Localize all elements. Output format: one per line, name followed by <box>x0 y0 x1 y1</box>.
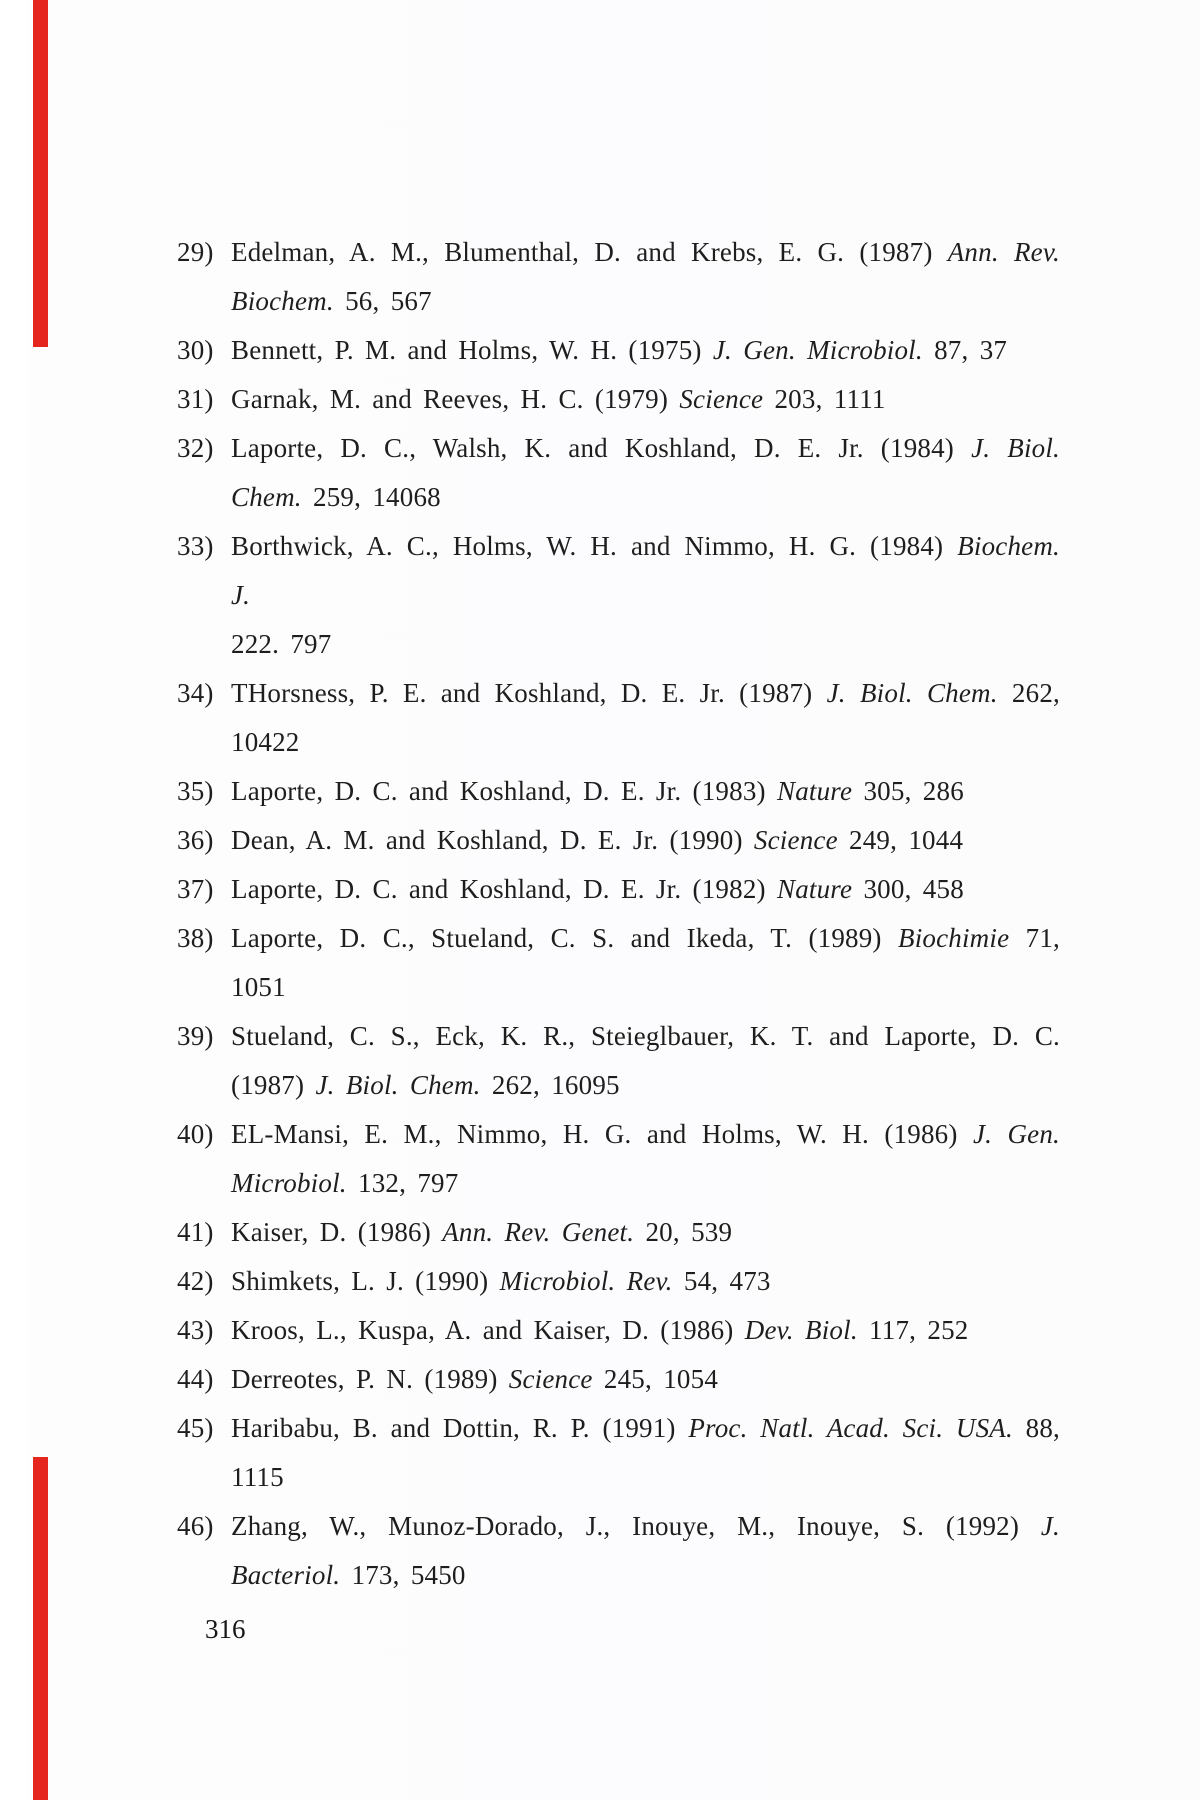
journal-name-italic: J. Biol. Chem. <box>826 678 998 708</box>
reference-number: 46) <box>177 1511 214 1541</box>
journal-name-italic: Microbiol. <box>231 1168 347 1198</box>
reference-line <box>231 375 1060 424</box>
journal-name-italic: Microbiol. Rev. <box>499 1266 673 1296</box>
reference-text: 10422 <box>231 727 300 757</box>
reference-number: 44) <box>177 1364 214 1394</box>
reference-number: 36) <box>177 825 214 855</box>
scan-artifact-red-strip-bottom <box>33 1457 48 1800</box>
reference-line <box>231 1355 1060 1404</box>
journal-name-italic: Science <box>508 1364 593 1394</box>
reference-number: 43) <box>177 1315 214 1345</box>
reference-text: 56, 567 <box>333 286 432 316</box>
reference-text: Derreotes, P. N. (1989) <box>231 1364 509 1394</box>
reference-line <box>231 669 1060 718</box>
reference-text: 259, 14068 <box>301 482 441 512</box>
reference-line <box>231 620 1060 669</box>
reference-number: 30) <box>177 335 214 365</box>
reference-line <box>231 1110 1060 1159</box>
reference-item <box>177 375 1060 424</box>
reference-text: 262, 16095 <box>480 1070 620 1100</box>
reference-text: (1987) <box>231 1070 316 1100</box>
journal-name-italic: Nature <box>777 776 853 806</box>
reference-text: Haribabu, B. and Dottin, R. P. (1991) <box>231 1413 689 1443</box>
reference-text: Laporte, D. C. and Koshland, D. E. Jr. (1983) <box>231 776 777 806</box>
reference-text: Laporte, D. C. and Koshland, D. E. Jr. (1982) <box>231 874 777 904</box>
reference-text: 1115 <box>231 1462 284 1492</box>
reference-number: 38) <box>177 923 214 953</box>
reference-text: 173, 5450 <box>340 1560 466 1590</box>
journal-name-italic: J. Biol. <box>971 433 1060 463</box>
reference-text: Laporte, D. C., Walsh, K. and Koshland, D. E. Jr. (1984) <box>231 433 972 463</box>
reference-line <box>231 522 1060 620</box>
journal-name-italic: Nature <box>777 874 853 904</box>
journal-name-italic: J. Biol. Chem. <box>315 1070 481 1100</box>
journal-name-italic: Ann. Rev. Genet. <box>442 1217 635 1247</box>
reference-line <box>231 424 1060 473</box>
reference-text: Edelman, A. M., Blumenthal, D. and Krebs, E. G. (1987) <box>231 237 948 267</box>
reference-list <box>177 228 1060 1600</box>
reference-line <box>231 228 1060 277</box>
reference-number: 34) <box>177 678 214 708</box>
reference-line <box>231 718 1060 767</box>
reference-line <box>231 963 1060 1012</box>
journal-name-italic: Biochem. J. <box>231 531 1060 610</box>
reference-text: Zhang, W., Munoz-Dorado, J., Inouye, M., Inouye, S. (1992) <box>231 1511 1041 1541</box>
reference-item <box>177 1208 1060 1257</box>
reference-text: Shimkets, L. J. (1990) <box>231 1266 500 1296</box>
journal-name-italic: Ann. Rev. <box>947 237 1060 267</box>
journal-name-italic: J. Gen. Microbiol. <box>712 335 923 365</box>
reference-item <box>177 1110 1060 1208</box>
reference-text: Kaiser, D. (1986) <box>231 1217 443 1247</box>
reference-text: Garnak, M. and Reeves, H. C. (1979) <box>231 384 680 414</box>
reference-line <box>231 277 1060 326</box>
reference-text: 87, 37 <box>922 335 1008 365</box>
reference-line <box>231 473 1060 522</box>
reference-text: Dean, A. M. and Koshland, D. E. Jr. (1990) <box>231 825 754 855</box>
reference-text: 262, <box>997 678 1060 708</box>
reference-number: 41) <box>177 1217 214 1247</box>
reference-text: 71, <box>1009 923 1060 953</box>
reference-number: 37) <box>177 874 214 904</box>
reference-text: THorsness, P. E. and Koshland, D. E. Jr. (1987) <box>231 678 827 708</box>
reference-text: 132, 797 <box>346 1168 459 1198</box>
journal-name-italic: Biochem. <box>231 286 334 316</box>
journal-name-italic: Bacteriol. <box>231 1560 341 1590</box>
reference-item <box>177 865 1060 914</box>
reference-text: 117, 252 <box>857 1315 969 1345</box>
scan-artifact-red-strip-top <box>33 0 48 347</box>
reference-line <box>231 767 1060 816</box>
reference-text: Borthwick, A. C., Holms, W. H. and Nimmo, H. G. (1984) <box>231 531 958 561</box>
reference-number: 45) <box>177 1413 214 1443</box>
reference-text: 305, 286 <box>852 776 964 806</box>
reference-text: 88, <box>1012 1413 1061 1443</box>
journal-name-italic: Chem. <box>231 482 302 512</box>
reference-number: 40) <box>177 1119 214 1149</box>
reference-item <box>177 424 1060 522</box>
reference-item <box>177 1306 1060 1355</box>
reference-line <box>231 816 1060 865</box>
reference-number: 31) <box>177 384 214 414</box>
reference-text: Kroos, L., Kuspa, A. and Kaiser, D. (1986) <box>231 1315 745 1345</box>
reference-line <box>231 865 1060 914</box>
journal-name-italic: J. <box>1040 1511 1060 1541</box>
reference-line <box>231 1012 1060 1061</box>
reference-text: 249, 1044 <box>837 825 964 855</box>
reference-line <box>231 1159 1060 1208</box>
reference-item <box>177 816 1060 865</box>
reference-line <box>231 1502 1060 1551</box>
reference-line <box>231 1061 1060 1110</box>
reference-text: 54, 473 <box>672 1266 771 1296</box>
reference-item <box>177 1355 1060 1404</box>
journal-name-italic: Science <box>679 384 764 414</box>
reference-number: 39) <box>177 1021 214 1051</box>
reference-text: 300, 458 <box>852 874 964 904</box>
reference-item <box>177 1012 1060 1110</box>
reference-item <box>177 1502 1060 1600</box>
reference-item <box>177 914 1060 1012</box>
journal-name-italic: Dev. Biol. <box>744 1315 858 1345</box>
reference-line <box>231 1306 1060 1355</box>
journal-name-italic: Proc. Natl. Acad. Sci. USA. <box>688 1413 1013 1443</box>
journal-name-italic: J. Gen. <box>972 1119 1061 1149</box>
reference-line <box>231 326 1060 375</box>
reference-text: Laporte, D. C., Stueland, C. S. and Ikeda, T. (1989) <box>231 923 898 953</box>
reference-number: 29) <box>177 237 214 267</box>
reference-number: 42) <box>177 1266 214 1296</box>
reference-text: Bennett, P. M. and Holms, W. H. (1975) <box>231 335 713 365</box>
reference-item <box>177 228 1060 326</box>
reference-line <box>231 1404 1060 1453</box>
reference-text: 20, 539 <box>634 1217 733 1247</box>
page-number: 316 <box>205 1614 246 1644</box>
reference-line <box>231 1257 1060 1306</box>
reference-line <box>231 1208 1060 1257</box>
reference-line <box>231 914 1060 963</box>
reference-text: 245, 1054 <box>592 1364 719 1394</box>
reference-item <box>177 522 1060 669</box>
reference-item <box>177 1404 1060 1502</box>
reference-line <box>231 1453 1060 1502</box>
reference-item <box>177 326 1060 375</box>
reference-item <box>177 767 1060 816</box>
reference-text: 1051 <box>231 972 286 1002</box>
reference-text: EL-Mansi, E. M., Nimmo, H. G. and Holms, W. H. (1986) <box>231 1119 973 1149</box>
reference-number: 33) <box>177 531 214 561</box>
journal-name-italic: Biochimie <box>898 923 1010 953</box>
reference-text: 222. 797 <box>231 629 332 659</box>
reference-number: 35) <box>177 776 214 806</box>
reference-text: 203, 1111 <box>763 384 886 414</box>
reference-text: Stueland, C. S., Eck, K. R., Steieglbauer, K. T. and Laporte, D. C. <box>231 1021 1060 1051</box>
reference-number: 32) <box>177 433 214 463</box>
journal-name-italic: Science <box>753 825 838 855</box>
reference-line <box>231 1551 1060 1600</box>
reference-item <box>177 1257 1060 1306</box>
reference-item <box>177 669 1060 767</box>
